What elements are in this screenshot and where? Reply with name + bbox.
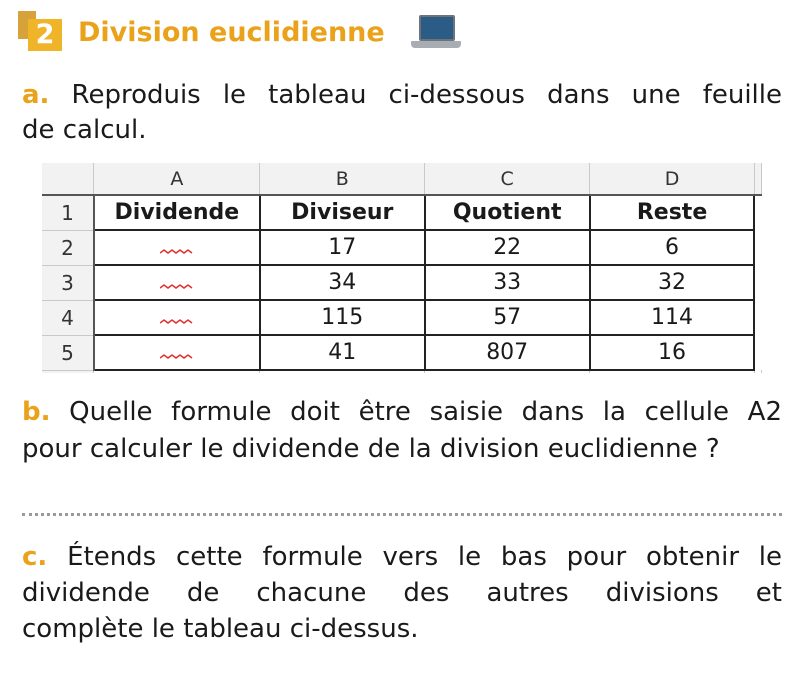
empty-cell[interactable] <box>754 300 761 335</box>
laptop-screen <box>419 15 455 41</box>
table-row <box>42 335 762 370</box>
table-row <box>42 300 762 335</box>
header-dividend[interactable]: Dividende <box>94 195 260 230</box>
quotient-cell[interactable]: 57 <box>425 300 590 335</box>
table-row <box>42 230 762 265</box>
quotient-cell[interactable]: 33 <box>425 265 590 300</box>
remainder-cell[interactable]: 32 <box>590 265 755 300</box>
remainder-cell[interactable]: 114 <box>590 300 755 335</box>
remainder-cell[interactable]: 6 <box>590 230 755 265</box>
spreadsheet <box>42 163 762 373</box>
question-b-line1 <box>22 395 782 430</box>
question-a-text: Reproduis le tableau ci-dessous dans une feuille <box>71 80 782 110</box>
empty-cell[interactable] <box>260 370 425 373</box>
empty-cell[interactable] <box>94 370 260 373</box>
empty-cell[interactable] <box>754 230 761 265</box>
spellcheck-squiggle <box>160 354 194 360</box>
spellcheck-squiggle <box>160 319 194 325</box>
divisor-cell[interactable]: 34 <box>260 265 425 300</box>
row-header[interactable]: 5 <box>42 335 94 370</box>
remainder-cell[interactable]: 16 <box>590 335 755 370</box>
empty-cell[interactable] <box>590 370 755 373</box>
question-a-line1 <box>22 78 782 113</box>
dividend-cell[interactable] <box>94 335 260 370</box>
table-row <box>42 265 762 300</box>
divisor-cell[interactable]: 41 <box>260 335 425 370</box>
column-header-a[interactable]: A <box>94 163 260 195</box>
quotient-cell[interactable]: 22 <box>425 230 590 265</box>
row-header[interactable]: 3 <box>42 265 94 300</box>
header-remainder[interactable]: Reste <box>590 195 755 230</box>
question-a-line2: de calcul. <box>22 115 147 145</box>
dividend-cell[interactable] <box>94 265 260 300</box>
empty-cell[interactable] <box>754 370 761 373</box>
dividend-cell[interactable] <box>94 230 260 265</box>
question-b-line2: pour calculer le dividende de la division euclidienne ? <box>22 434 720 464</box>
section-header <box>18 10 461 54</box>
row-header[interactable]: 2 <box>42 230 94 265</box>
empty-cell[interactable] <box>425 370 590 373</box>
question-c-line3: complète le tableau ci-dessus. <box>22 614 419 644</box>
row-header[interactable] <box>42 370 94 373</box>
row-header[interactable]: 4 <box>42 300 94 335</box>
question-b-text: Quelle formule doit être saisie dans la cellule A2 <box>69 397 782 427</box>
divisor-cell[interactable]: 17 <box>260 230 425 265</box>
divisor-cell[interactable]: 115 <box>260 300 425 335</box>
spellcheck-squiggle <box>160 249 194 255</box>
header-quotient[interactable]: Quotient <box>425 195 590 230</box>
corner-cell[interactable] <box>42 163 94 195</box>
section-number: 2 <box>28 19 62 51</box>
spreadsheet-table <box>42 163 762 373</box>
question-c-letter: c. <box>22 542 48 572</box>
column-header-b[interactable]: B <box>260 163 425 195</box>
empty-cell[interactable] <box>754 265 761 300</box>
section-title: Division euclidienne <box>78 16 385 48</box>
quotient-cell[interactable]: 807 <box>425 335 590 370</box>
laptop-base <box>411 41 461 48</box>
laptop-icon <box>411 13 461 51</box>
dividend-cell[interactable] <box>94 300 260 335</box>
partial-row <box>42 370 762 373</box>
question-c-line2: dividende de chacune des autres divisions et <box>22 578 782 608</box>
table-row <box>42 195 762 230</box>
empty-cell[interactable] <box>754 195 761 230</box>
question-c-text: Étends cette formule vers le bas pour obtenir le <box>67 542 783 572</box>
column-header-row <box>42 163 762 195</box>
empty-cell[interactable] <box>754 335 761 370</box>
row-header[interactable]: 1 <box>42 195 94 230</box>
question-a-letter: a. <box>22 80 50 110</box>
spellcheck-squiggle <box>160 284 194 290</box>
column-header-e[interactable] <box>754 163 761 195</box>
section-number-badge <box>18 11 64 53</box>
answer-line[interactable] <box>22 513 782 516</box>
header-divisor[interactable]: Diviseur <box>260 195 425 230</box>
question-b-letter: b. <box>22 397 51 427</box>
column-header-c[interactable]: C <box>425 163 590 195</box>
question-c-line1 <box>22 540 782 575</box>
column-header-d[interactable]: D <box>590 163 755 195</box>
